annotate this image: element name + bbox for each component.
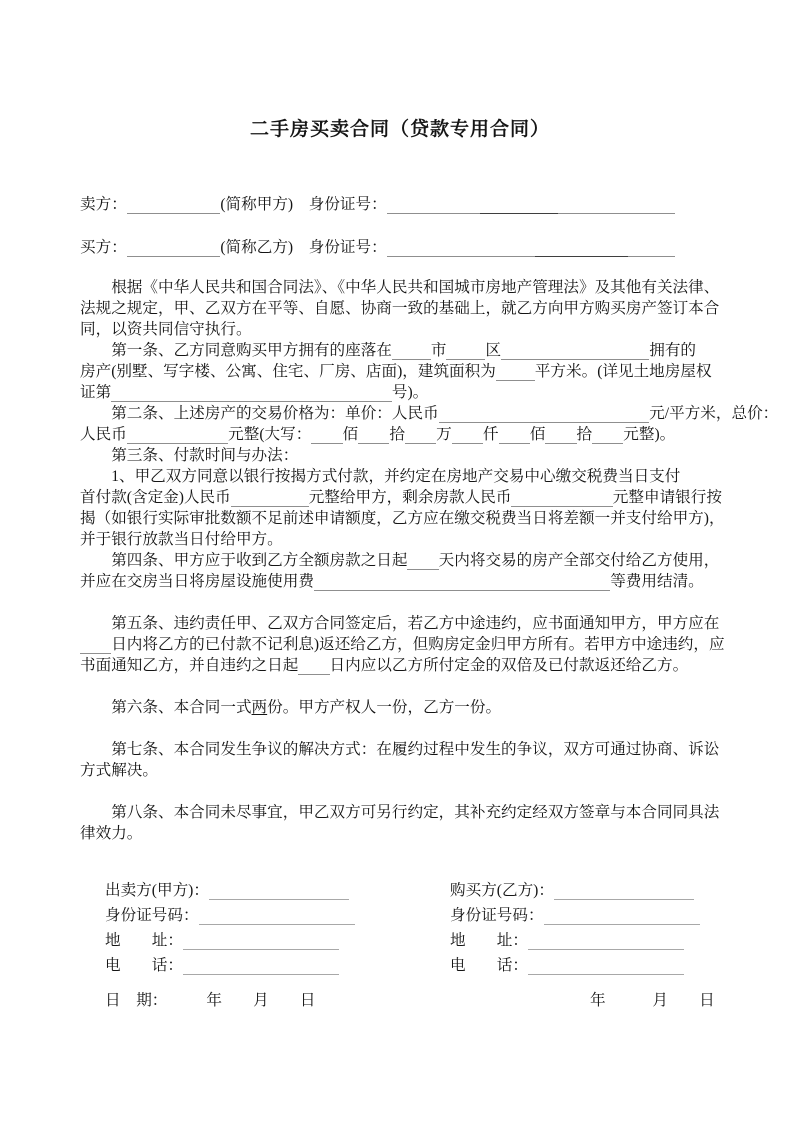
party-name-blank [127, 239, 221, 256]
party-id-blank [628, 239, 675, 256]
signature-blank [183, 957, 339, 974]
contract-line: 第五条、违约责任甲、乙双方合同签定后，若乙方中途违约，应书面通知甲方，甲方应在 [80, 615, 720, 632]
blank-underline [528, 933, 684, 950]
signature-blank [544, 907, 700, 924]
signature-blank [209, 882, 349, 899]
clause-5 [80, 613, 800, 676]
party-id-label: 身份证号： [308, 196, 387, 213]
contract-body [80, 277, 800, 844]
contract-line: 第四条、甲方应于收到乙方全额房款之日起 天内将交易的房产全部交付给乙方使用， [80, 552, 720, 569]
clause-six-prefix: 第六条、本合同一式 [80, 699, 252, 716]
blank-underline [199, 908, 355, 925]
party-row [80, 237, 800, 258]
party-id-blank-dark [535, 239, 629, 256]
seller-date: 日 期： 年 月 日 [105, 992, 316, 1009]
contract-line: 第一条、乙方同意购买甲方拥有的座落在 市 区 拥有的 [80, 342, 697, 359]
buyer-date: 年 月 日 [590, 992, 715, 1009]
signature-label: 身份证号码： [105, 907, 199, 924]
signature-blank [183, 932, 339, 949]
contract-line: 律效力。 [80, 825, 143, 842]
blank-underline [452, 427, 483, 444]
signature-row [450, 903, 800, 928]
signature-row [450, 878, 800, 903]
signature-blank [528, 932, 684, 949]
contract-line [80, 697, 800, 718]
blank-underline [628, 240, 675, 257]
blank-underline [545, 427, 576, 444]
blank-underline [405, 427, 436, 444]
clause-7 [80, 739, 800, 781]
seller-signature-column [105, 878, 450, 978]
signature-row [105, 928, 450, 953]
contract-line: 第三条、付款时间与办法： [80, 447, 299, 464]
clause-6 [80, 697, 800, 718]
blank-underline [511, 490, 612, 507]
party-label: 买方： [80, 239, 127, 256]
clause-six-underlined-word: 两 [251, 699, 268, 716]
contract-line: 人民币 元整(大写： 佰 拾 万 仟 佰 拾 元整)。 [80, 426, 676, 443]
signature-label: 出卖方(甲方)： [105, 882, 209, 899]
signature-label: 地 址： [105, 932, 183, 949]
blank-underline [528, 958, 684, 975]
contract-line: 书面通知乙方，并自违约之日起 日内应以乙方所付定金的双倍及已付款返还给乙方。 [80, 657, 689, 674]
party-label: 卖方： [80, 196, 127, 213]
party-row [80, 194, 800, 215]
signature-row [450, 953, 800, 978]
party-alias: (简称乙方) [220, 239, 294, 256]
blank-underline [439, 406, 650, 423]
date-row [80, 988, 800, 1013]
blank-underline [392, 343, 431, 360]
contract-line: 1、甲乙双方同意以银行按揭方式付款，并约定在房地产交易中心缴交税费当日支付 [80, 468, 681, 485]
party-id-label: 身份证号： [308, 239, 387, 256]
contract-line: 首付款(含定金)人民币 元整给甲方，剩余房款人民币 元整申请银行按 [80, 489, 722, 506]
blank-underline [407, 553, 438, 570]
blank-underline [231, 490, 309, 507]
blank-underline [111, 385, 392, 402]
blank-underline [298, 658, 329, 675]
blank-underline [311, 427, 342, 444]
blank-underline [314, 574, 610, 591]
blank-underline [558, 197, 675, 214]
contract-line: 法规之规定，甲、乙双方在平等、自愿、协商一致的基础上，就乙方向甲方购买房产签订本合 [80, 300, 720, 317]
blank-underline [496, 364, 535, 381]
signature-blank [554, 882, 694, 899]
signature-row [105, 903, 450, 928]
party-id-blank [558, 196, 675, 213]
contract-line: 揭（如银行实际审批数额不足前述申请额度，乙方应在缴交税费当日将差额一并支付给甲方)， [80, 510, 725, 527]
blank-underline [501, 343, 649, 360]
blank-underline [535, 240, 629, 257]
contract-line: 并应在交房当日将房屋设施使用费 等费用结清。 [80, 573, 704, 590]
party-id-blank-dark [480, 196, 558, 213]
blank-underline [358, 427, 389, 444]
blank-underline [127, 240, 221, 257]
contract-line: 房产(别墅、写字楼、公寓、住宅、厂房、店面)，建筑面积为 平方米。(详见土地房屋权 [80, 363, 712, 380]
contract-line: 日内将乙方的已付款不记利息)返还给乙方，但购房定金归甲方所有。若甲方中途违约，应 [80, 634, 800, 655]
signature-label: 电 话： [450, 957, 528, 974]
signature-label: 身份证号码： [450, 907, 544, 924]
blank-underline [127, 427, 228, 444]
blank-underline [446, 343, 485, 360]
signature-row [105, 878, 450, 903]
blank-underline [387, 240, 535, 257]
blank-underline [209, 883, 349, 900]
blank-underline [544, 908, 700, 925]
contract-line: 第七条、本合同发生争议的解决方式：在履约过程中发生的争议，双方可通过协商、诉讼 [80, 741, 720, 758]
signature-label: 地 址： [450, 932, 528, 949]
buyer-signature-column [450, 878, 800, 978]
parties-section [80, 194, 800, 258]
contract-line: 根据《中华人民共和国合同法》、《中华人民共和国城市房地产管理法》及其他有关法律、 [80, 279, 720, 296]
signature-label: 购买方(乙方)： [450, 882, 554, 899]
blank-underline [183, 933, 339, 950]
party-name-blank [127, 196, 221, 213]
signature-row [450, 928, 800, 953]
party-gap [293, 196, 309, 213]
blank-underline [480, 197, 558, 214]
contract-line: 第二条、上述房产的交易价格为：单价：人民币 元/平方米，总价： [80, 405, 779, 422]
party-gap [293, 239, 309, 256]
clause-8 [80, 802, 800, 844]
blank-underline [127, 197, 221, 214]
blank-underline [387, 197, 481, 214]
party-id-blank [387, 196, 481, 213]
clause-six-suffix: 份。甲方产权人一份，乙方一份。 [267, 699, 502, 716]
contract-line: 并于银行放款当日付给甲方。 [80, 531, 283, 548]
signature-blank [528, 957, 684, 974]
document-title: 二手房买卖合同（贷款专用合同） [249, 119, 550, 140]
blank-underline [80, 637, 111, 654]
contract-line: 第八条、本合同未尽事宜，甲乙双方可另行约定，其补充约定经双方签章与本合同同具法 [80, 804, 720, 821]
signature-label: 电 话： [105, 957, 183, 974]
clauses-1-to-4 [80, 277, 800, 592]
party-id-blank [387, 239, 535, 256]
blank-underline [554, 883, 694, 900]
contract-line: 证第 号)。 [80, 384, 429, 401]
signature-blank [199, 907, 355, 924]
blank-underline [592, 427, 623, 444]
contract-line: 方式解决。 [80, 762, 158, 779]
contract-line: 同，以资共同信守执行。 [80, 321, 252, 338]
party-alias: (简称甲方) [220, 196, 294, 213]
signature-section [80, 878, 800, 1013]
blank-underline [499, 427, 530, 444]
blank-underline [183, 958, 339, 975]
signature-row [105, 953, 450, 978]
signature-columns [80, 878, 800, 978]
